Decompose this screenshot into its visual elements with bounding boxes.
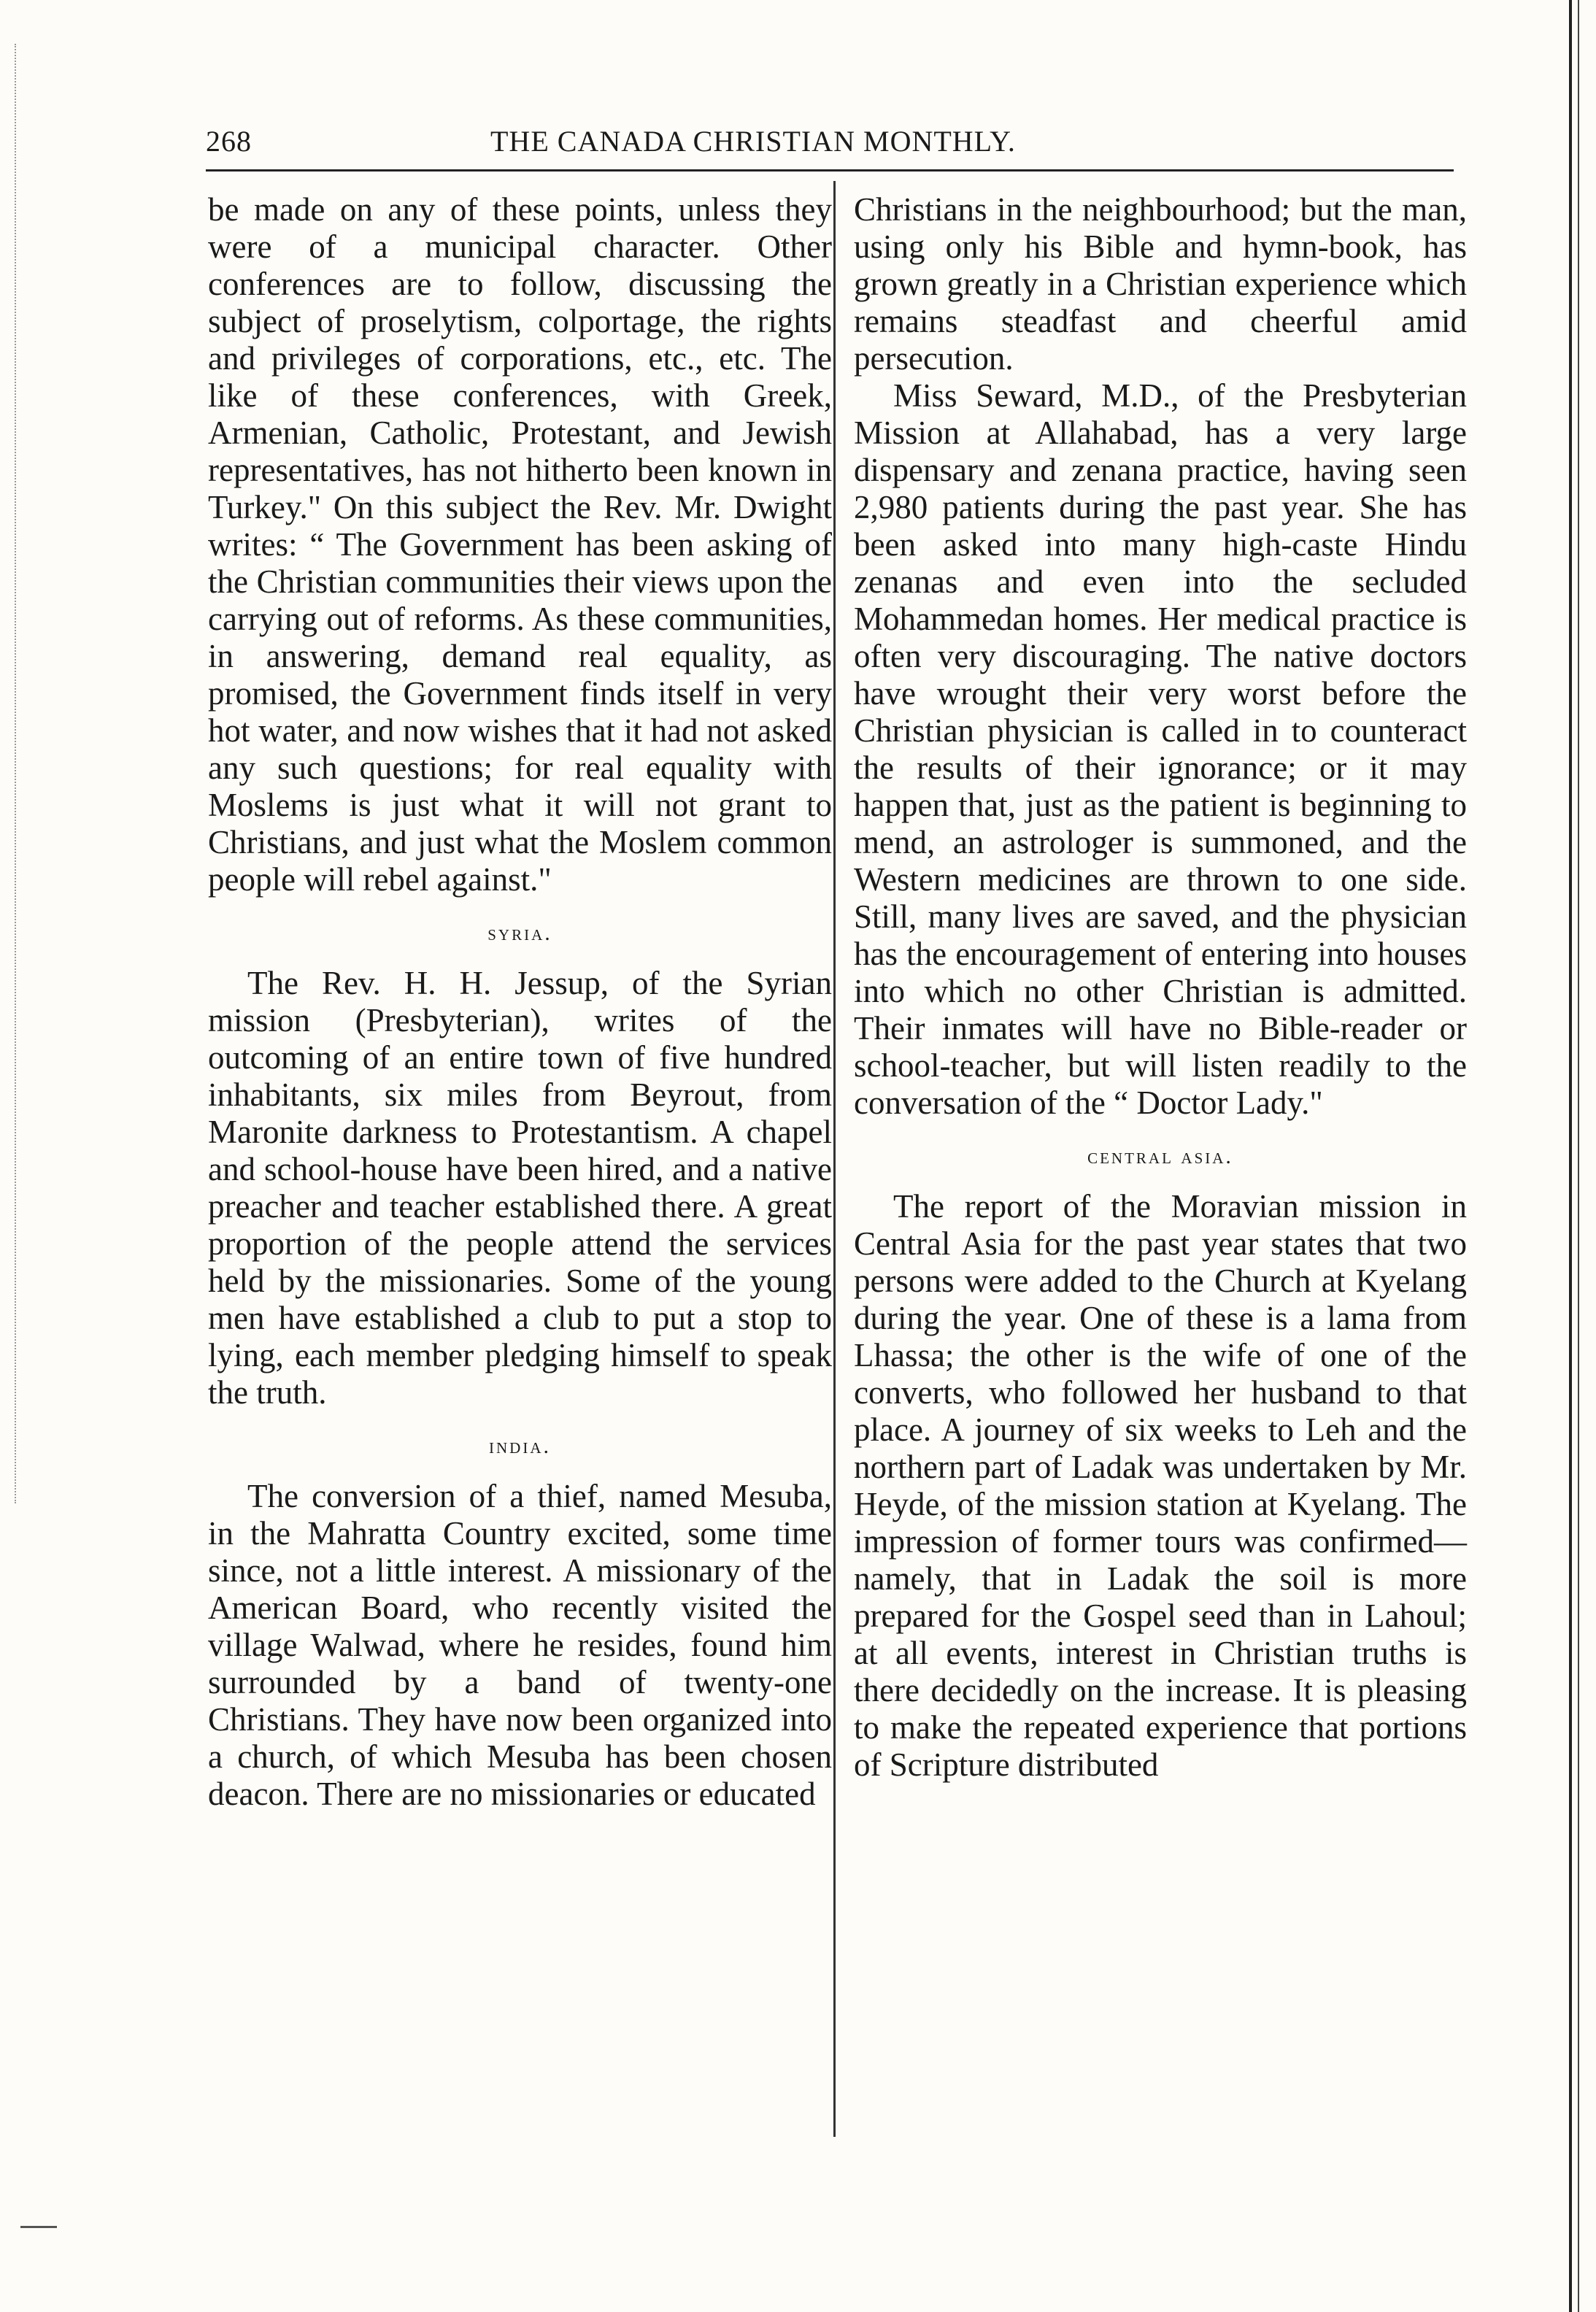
column-divider	[833, 181, 836, 2137]
running-title: THE CANADA CHRISTIAN MONTHLY.	[490, 125, 1016, 158]
right-column	[854, 191, 1467, 1784]
page-header	[206, 124, 1446, 168]
page-edge-rule-inner	[1578, 0, 1579, 2312]
paragraph-central-asia: The report of the Moravian mission in Central Asia for the past year states that two persons were added to the Church at Kyelang during the year. One of these is a lama from Lhassa; the other is the wife of one of the converts, who followed her husband to that place. A journey of six weeks to Leh and the northern part of Ladak was undertaken by Mr. Heyde, of the mission station at Kyelang. The impression of former tours was confirmed—namely, that in Ladak the soil is more prepared for the Gospel seed than in Lahoul; at all events, interest in Christian truths is there decidedly on the increase. It is pleasing to make the repeated experience that portions of Scripture distributed	[854, 1188, 1467, 1783]
margin-marks	[15, 44, 45, 1503]
paragraph-turkey-continued: be made on any of these points, unless they were of a municipal character. Other conferences are to follow, discussing the subject of proselytism, colportage, the rights and privileges of corporations, etc., etc. The like of these conferences, with Greek, Armenian, Catholic, Protestant, and Jewish representatives, has not hitherto been known in Turkey." On this subject the Rev. Mr. Dwight writes: “ The Government has been asking of the Christian communities their views upon the carrying out of reforms. As these communities, in answering, demand real equality, as promised, the Government finds itself in very hot water, and now wishes that it had not asked any such questions; for real equality with Moslems is just what it will not grant to Christians, and just what the Moslem common people will rebel against."	[208, 191, 832, 898]
section-heading-india: india.	[489, 1434, 551, 1458]
page-edge-rule	[1569, 0, 1572, 2312]
paragraph-syria: The Rev. H. H. Jessup, of the Syrian mission (Presbyterian), writes of the outcoming of an entire town of five hundred inhabitants, six miles from Beyrout, from Maronite darkness to Protestantism. A chapel and school-house have been hired, and a native preacher and teacher established there. A great proportion of the people attend the services held by the missionaries. Some of the young men have established a club to put a stop to lying, each member pledging himself to speak the truth.	[208, 965, 832, 1411]
margin-dash	[20, 2226, 57, 2228]
paragraph-india-continued: Christians in the neighbourhood; but the man, using only his Bible and hymn-book, has grown greatly in a Christian experience which remains steadfast and cheerful amid persecution.	[854, 191, 1467, 377]
header-rule	[206, 169, 1454, 172]
page-number: 268	[206, 125, 252, 158]
paragraph-miss-seward: Miss Seward, M.D., of the Presbyterian Mission at Allahabad, has a very large dispensary and zenana practice, having seen 2,980 patients during the past year. She has been asked into many high-caste Hindu zenanas and even into the secluded Mohammedan homes. Her medical practice is often very discouraging. The native doctors have wrought their very worst before the Christian physician is called in to counteract the results of their ignorance; or it may happen that, just as the patient is beginning to mend, an astrologer is summoned, and the Western medicines are thrown to one side. Still, many lives are saved, and the physician has the encouragement of entering into houses into which no other Christian is admitted. Their inmates will have no Bible-reader or school-teacher, but will listen readily to the conversation of the “ Doctor Lady."	[854, 377, 1467, 1121]
section-heading-syria: syria.	[487, 921, 552, 945]
paragraph-india: The conversion of a thief, named Mesuba, in the Mahratta Country excited, some time since, not a little interest. A missionary of the American Board, who recently visited the village Walwad, where he resides, found him surrounded by a band of twenty-one Christians. They have now been organized into a church, of which Mesuba has been chosen deacon. There are no missionaries or educated	[208, 1478, 832, 1812]
section-heading-central-asia: central asia.	[1087, 1144, 1233, 1168]
left-column	[208, 191, 832, 1813]
